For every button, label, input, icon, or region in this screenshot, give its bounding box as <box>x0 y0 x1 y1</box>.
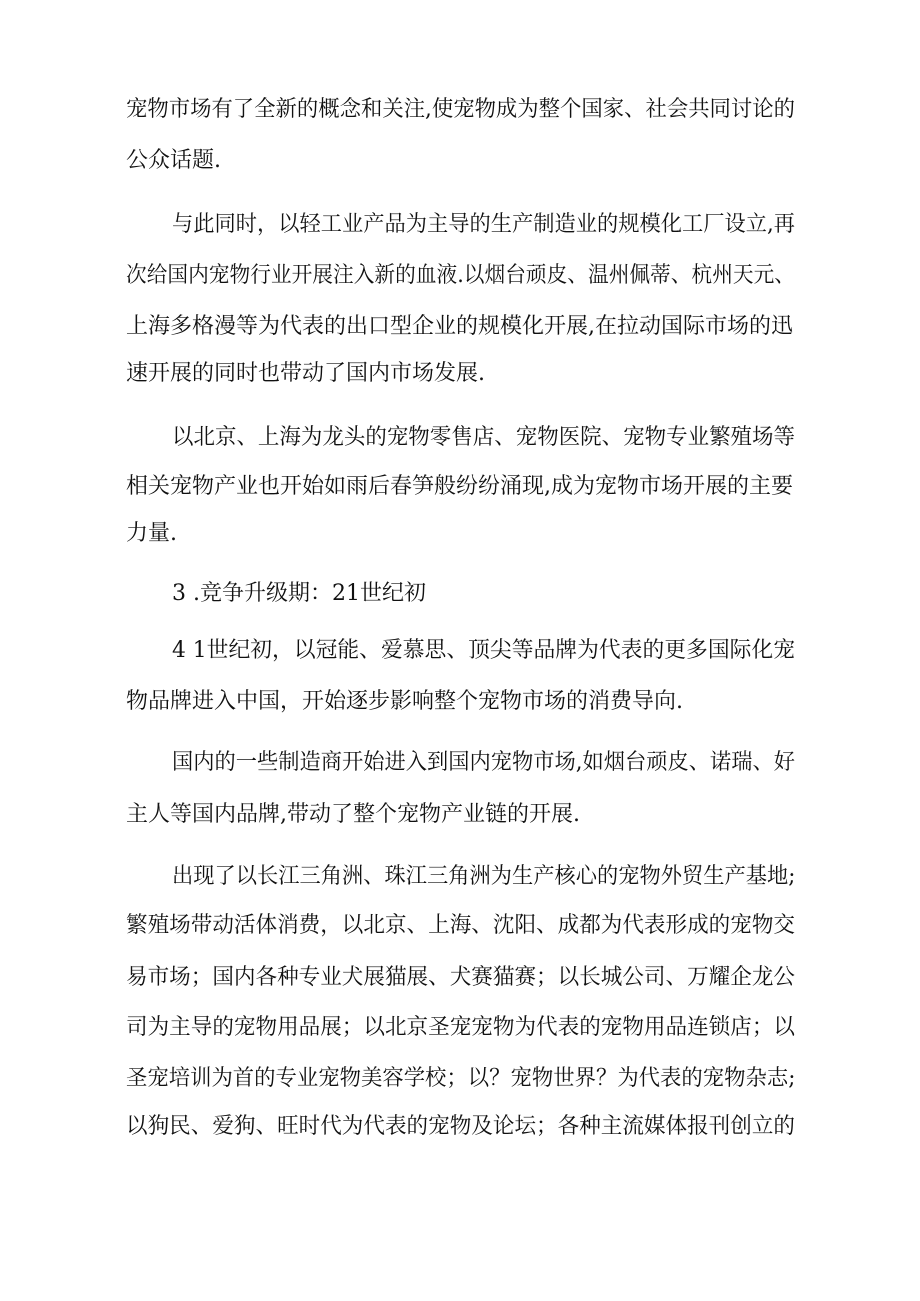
text-line-p3-l3: 力量. <box>126 521 177 546</box>
text-line-p7-l4: 司为主导的宠物用品展；以北京圣宠宠物为代表的宠物用品连锁店；以 <box>126 1015 796 1040</box>
text-line-p7-l1: 出现了以长江三角洲、珠江三角洲为生产核心的宠物外贸生产基地; <box>172 864 796 889</box>
text-line-p7-l3: 易市场；国内各种专业犬展猫展、犬赛猫赛；以长城公司、万耀企龙公 <box>126 965 796 990</box>
text-line-p6-l1: 国内的一些制造商开始进入到国内宠物市场,如烟台顽皮、诺瑞、好 <box>172 750 795 775</box>
text-line-p5-l2: 物品牌进入中国，开始逐步影响整个宠物市场的消费导向. <box>126 689 683 714</box>
text-line-p2-l4: 速开展的同时也带动了国内市场发展. <box>126 361 485 386</box>
text-line-p7-l2: 繁殖场带动活体消费，以北京、上海、沈阳、成都为代表形成的宠物交 <box>126 913 796 938</box>
section-heading: 3 .竞争升级期：21世纪初 <box>172 581 426 606</box>
text-line-p3-l1: 以北京、上海为龙头的宠物零售店、宠物医院、宠物专业繁殖场等 <box>172 425 796 450</box>
text-line-p7-l6: 以狗民、爱狗、旺时代为代表的宠物及论坛；各种主流媒体报刊创立的 <box>126 1114 796 1139</box>
text-line-p5-l1: 4 1世纪初，以冠能、爱慕思、顶尖等品牌为代表的更多国际化宠 <box>172 638 795 663</box>
text-line-p2-l2: 次给国内宠物行业开展注入新的血液.以烟台顽皮、温州佩蒂、杭州天元、 <box>126 263 795 288</box>
text-line-p6-l2: 主人等国内品牌,带动了整个宠物产业链的开展. <box>126 802 580 827</box>
text-line-p1-l2: 公众话题. <box>126 148 221 173</box>
text-line-p7-l5: 圣宠培训为首的专业宠物美容学校；以？宠物世界？为代表的宠物杂志; <box>126 1066 796 1091</box>
text-line-p3-l2: 相关宠物产业也开始如雨后春笋般纷纷涌现,成为宠物市场开展的主要 <box>126 474 793 499</box>
text-line-p1-l1: 宠物市场有了全新的概念和关注,使宠物成为整个国家、社会共同讨论的 <box>126 97 795 122</box>
text-line-p2-l1: 与此同时，以轻工业产品为主导的生产制造业的规模化工厂设立,再 <box>172 212 795 237</box>
text-line-p2-l3: 上海多格漫等为代表的出口型企业的规模化开展,在拉动国际市场的迅 <box>126 314 793 339</box>
